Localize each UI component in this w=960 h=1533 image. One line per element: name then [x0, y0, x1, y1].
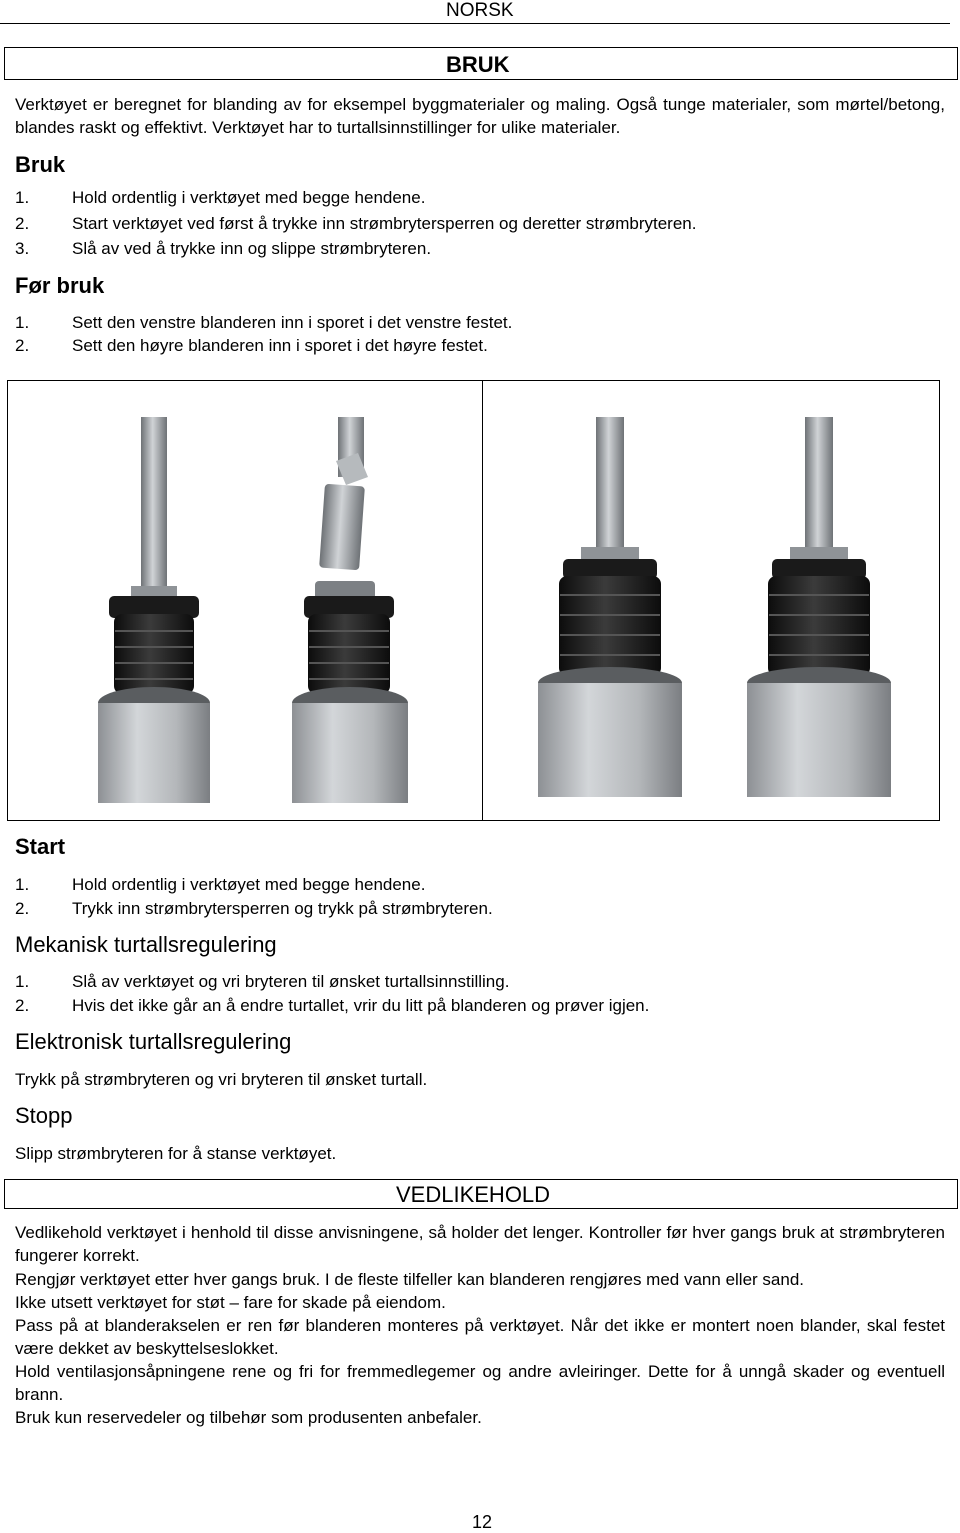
list-item: 1. Hold ordentlig i verktøyet med begge hendene. — [15, 188, 426, 207]
intro-paragraph: Verktøyet er beregnet for blanding av for eksempel byggmaterialer og maling. Også tunge materialer, som mørtel/betong, blandes raskt og effektivt. Verktøyet har to turtallsinnstillinger for ulike materialer. — [15, 95, 945, 137]
list-item: 3. Slå av ved å trykke inn og slippe strømbryteren. — [15, 239, 432, 258]
list-item: 2. Hvis det ikke går an å endre turtallet, vrir du litt på blanderen og prøver igjen. — [15, 996, 650, 1015]
maintenance-paragraph: Vedlikehold verktøyet i henhold til disse anvisningene, så holder det lenger. Kontroller før hver gangs bruk at strømbryteren fungerer korrekt. — [15, 1223, 945, 1265]
electronic-text: Trykk på strømbryteren og vri bryteren til ønsket turtall. — [15, 1070, 428, 1089]
section-title-maintenance: VEDLIKEHOLD — [396, 1182, 551, 1207]
maintenance-paragraph: Bruk kun reservedeler og tilbehør som produsenten anbefaler. — [15, 1408, 482, 1427]
mixer-insertion-illustration — [8, 381, 484, 822]
list-item: 2. Sett den høyre blanderen inn i sporet i det høyre festet. — [15, 336, 488, 355]
language-label: NORSK — [446, 0, 514, 21]
heading-mechanical: Mekanisk turtallsregulering — [15, 932, 277, 957]
list-item: 2. Trykk inn strømbrytersperren og trykk på strømbryteren. — [15, 899, 493, 918]
section-title-box-bruk — [4, 47, 958, 80]
heading-start: Start — [15, 834, 66, 859]
figure-row — [7, 380, 940, 821]
maintenance-paragraph: Rengjør verktøyet etter hver gangs bruk. I de fleste tilfeller kan blanderen rengjøres med vann eller sand. — [15, 1270, 804, 1289]
heading-electronic: Elektronisk turtallsregulering — [15, 1029, 292, 1054]
maintenance-paragraph: Pass på at blanderakselen er ren før blanderen monteres på verktøyet. Når det ikke er montert noen blander, skal festet være dekket av beskyttelseslokket. — [15, 1316, 945, 1358]
section-title-box-maintenance — [4, 1179, 958, 1209]
maintenance-paragraph: Ikke utsett verktøyet for støt – fare for skade på eiendom. — [15, 1293, 446, 1312]
section-title-bruk: BRUK — [446, 52, 510, 77]
heading-stop: Stopp — [15, 1103, 73, 1128]
list-item: 1. Sett den venstre blanderen inn i sporet i det venstre festet. — [15, 313, 513, 332]
header-rule — [0, 23, 950, 24]
stop-text: Slipp strømbryteren for å stanse verktøyet. — [15, 1144, 337, 1163]
maintenance-paragraph: Hold ventilasjonsåpningene rene og fri for fremmedlegemer og andre avleiringer. Dette for å unngå skader og eventuell brann. — [15, 1362, 945, 1404]
mixers-mounted-photo — [482, 380, 940, 821]
list-item: 1. Slå av verktøyet og vri bryteren til ønsket turtallsinnstilling. — [15, 972, 510, 991]
heading-before-use: Før bruk — [15, 273, 105, 298]
list-item: 1. Hold ordentlig i verktøyet med begge hendene. — [15, 875, 426, 894]
mixers-mounted-illustration — [483, 381, 941, 822]
page-number: 12 — [472, 1512, 493, 1532]
list-item: 2. Start verktøyet ved først å trykke inn strømbrytersperren og deretter strømbryteren. — [15, 214, 697, 233]
heading-bruk: Bruk — [15, 152, 66, 177]
mixer-insertion-photo — [7, 380, 483, 821]
